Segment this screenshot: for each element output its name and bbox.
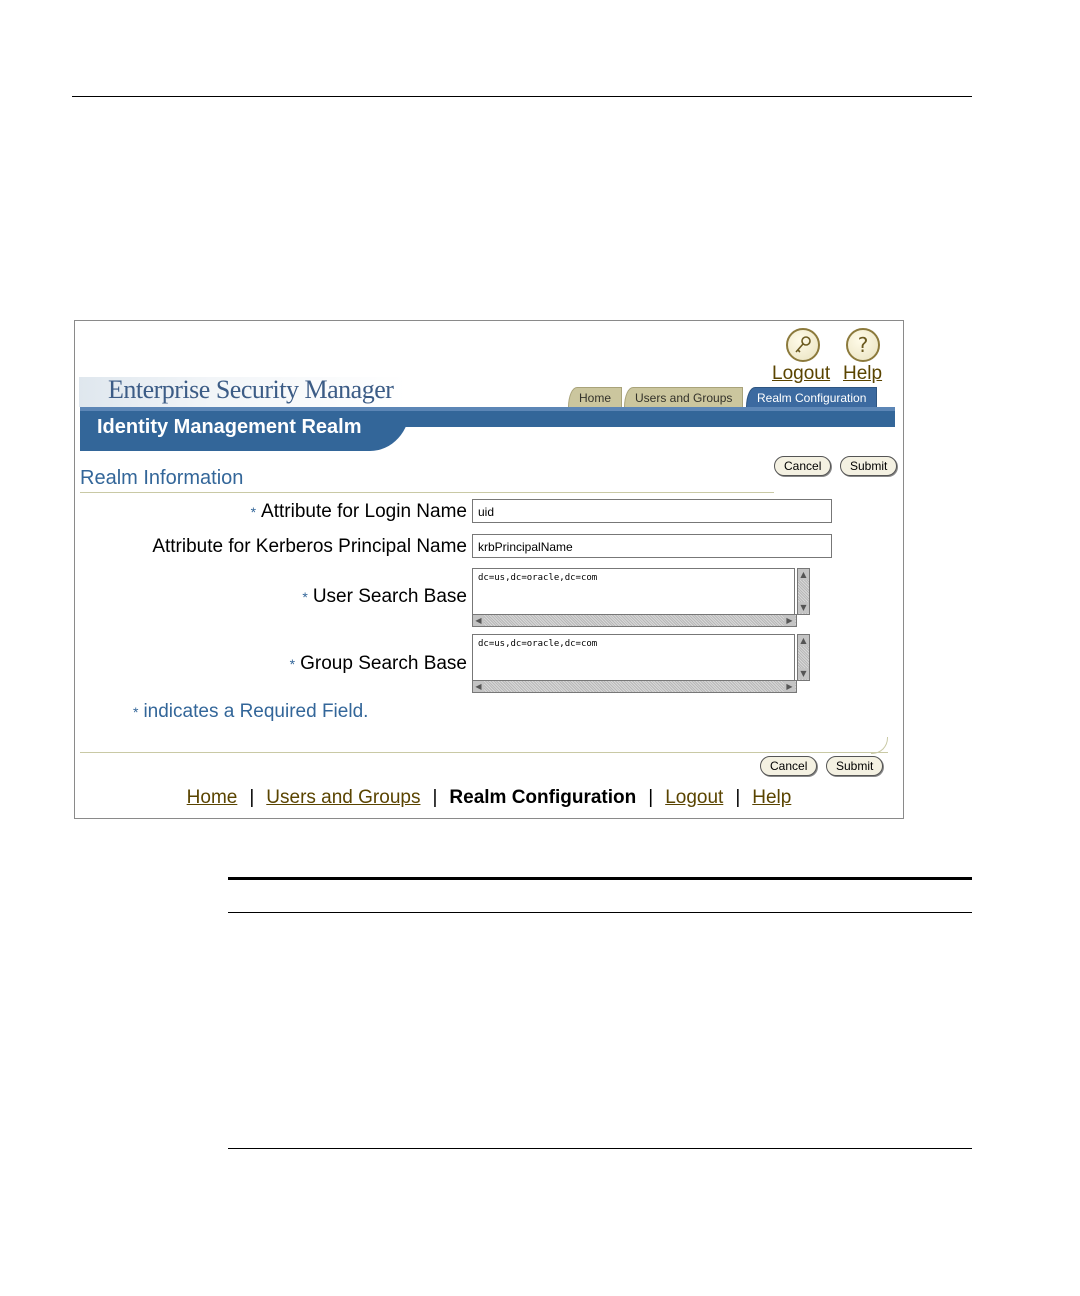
group-search-base-textarea[interactable]: dc=us,dc=oracle,dc=com — [472, 634, 795, 681]
brand-logo: Enterprise Security Manager — [108, 375, 394, 404]
footer-current-realm-configuration: Realm Configuration — [449, 787, 637, 808]
top-rule — [72, 96, 972, 97]
submit-button-bottom[interactable]: Submit — [826, 756, 883, 776]
user-search-base-hscroll[interactable] — [472, 614, 797, 627]
kerberos-input[interactable]: krbPrincipalName — [472, 534, 832, 558]
section-divider — [80, 492, 774, 493]
required-marker: * — [289, 656, 296, 672]
tab-home[interactable]: Home — [568, 387, 622, 408]
required-note: * indicates a Required Field. — [133, 701, 369, 722]
table-bottom-rule — [228, 1148, 972, 1149]
title-banner-shade — [80, 407, 895, 411]
footer-separator: | — [432, 787, 438, 808]
global-logout-link[interactable]: Logout — [772, 363, 831, 384]
scroll-down-icon[interactable]: ▼ — [798, 668, 809, 679]
scroll-right-icon[interactable]: ▶ — [784, 615, 795, 626]
table-header-rule — [228, 912, 972, 913]
question-icon[interactable]: ? — [846, 328, 880, 362]
required-marker: * — [302, 589, 308, 605]
table-top-rule-thick — [228, 877, 972, 880]
footer-separator: | — [648, 787, 654, 808]
user-search-base-label: * User Search Base — [302, 586, 467, 607]
section-title: Realm Information — [80, 467, 244, 489]
cancel-button-bottom[interactable]: Cancel — [760, 756, 817, 776]
footer-link-home[interactable]: Home — [186, 787, 238, 808]
footer-separator: | — [249, 787, 255, 808]
kerberos-label: Attribute for Kerberos Principal Name — [152, 536, 467, 557]
tab-users-and-groups[interactable]: Users and Groups — [624, 387, 743, 408]
group-search-base-hscroll[interactable] — [472, 680, 797, 693]
scroll-up-icon[interactable]: ▲ — [798, 635, 809, 646]
footer-separator: | — [735, 787, 741, 808]
page-title: Identity Management Realm — [97, 416, 362, 438]
user-search-base-textarea[interactable]: dc=us,dc=oracle,dc=com — [472, 568, 795, 615]
scroll-up-icon[interactable]: ▲ — [798, 569, 809, 580]
login-name-input[interactable]: uid — [472, 499, 832, 523]
footer-nav — [75, 787, 903, 809]
scroll-left-icon[interactable]: ◀ — [473, 615, 484, 626]
tab-realm-configuration[interactable]: Realm Configuration — [746, 387, 877, 408]
scroll-left-icon[interactable]: ◀ — [473, 681, 484, 692]
app-screenshot — [74, 320, 904, 819]
required-marker: * — [250, 504, 257, 520]
footer-link-logout[interactable]: Logout — [665, 787, 724, 808]
login-name-label: * Attribute for Login Name — [250, 501, 467, 522]
footer-link-users-and-groups[interactable]: Users and Groups — [266, 787, 421, 808]
group-search-base-label: * Group Search Base — [289, 653, 467, 674]
required-marker: * — [133, 704, 139, 720]
footer-divider — [80, 752, 888, 753]
scroll-down-icon[interactable]: ▼ — [798, 602, 809, 613]
footer-link-help[interactable]: Help — [752, 787, 792, 808]
submit-button-top[interactable]: Submit — [840, 456, 897, 476]
cancel-button-top[interactable]: Cancel — [774, 456, 831, 476]
scroll-right-icon[interactable]: ▶ — [784, 681, 795, 692]
key-icon[interactable] — [786, 328, 820, 362]
global-help-link[interactable]: Help — [843, 363, 883, 384]
